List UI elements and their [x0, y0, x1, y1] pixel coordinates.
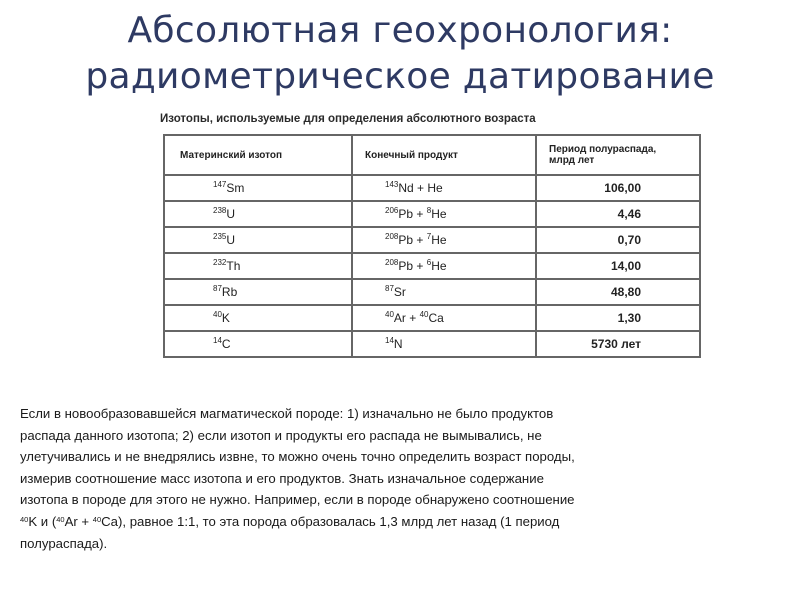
half-life-cell: 5730 лет	[536, 331, 700, 357]
plus-sign: +	[413, 259, 427, 273]
product-symbol: He	[427, 181, 443, 195]
half-life-cell: 1,30	[536, 305, 700, 331]
product-mass-number: 208	[385, 258, 399, 267]
ar-mass-number: 40	[56, 514, 65, 524]
parent-isotope-cell	[164, 175, 352, 201]
parent-symbol: Th	[226, 259, 241, 273]
table-row	[164, 227, 700, 253]
product-symbol: Nd	[398, 181, 414, 195]
header-parent-isotope: Материнский изотоп	[164, 135, 352, 175]
parent-isotope-cell	[164, 305, 352, 331]
product-mass-number: 6	[426, 258, 432, 267]
ca-rest: Ca), равное 1:1, то эта порода образовалась 1,3 млрд лет назад (1 период	[101, 513, 560, 529]
product-mass-number: 40	[385, 310, 394, 319]
paragraph-line: измерив соотношение масс изотопа и его продуктов. Знать изначальное содержание	[20, 470, 544, 486]
isotope-table	[163, 134, 701, 358]
parent-symbol: U	[226, 233, 236, 247]
table-caption: Изотопы, используемые для определения абсолютного возраста	[160, 113, 536, 125]
parent-symbol: U	[226, 207, 236, 221]
table-row	[164, 175, 700, 201]
paragraph-line: изотопа в породе для этого не нужно. Например, если в породе обнаружено соотношение	[20, 492, 575, 508]
header-end-product: Конечный продукт	[352, 135, 536, 175]
end-product-cell	[352, 175, 536, 201]
plus-sign: +	[413, 181, 428, 195]
title-line-1: Абсолютная геохронология:	[127, 10, 673, 51]
product-symbol: Pb	[398, 233, 414, 247]
parent-isotope-cell	[164, 279, 352, 305]
parent-mass-number: 235	[213, 232, 227, 241]
product-symbol: He	[431, 259, 447, 273]
parent-symbol: K	[221, 311, 230, 325]
header-half-life-line-1: Период полураспада,	[549, 144, 657, 155]
title-line-2: радиометрическое датирование	[85, 56, 715, 97]
product-mass-number: 14	[385, 336, 394, 345]
product-symbol: He	[431, 207, 447, 221]
parent-isotope-cell	[164, 253, 352, 279]
end-product-cell	[352, 279, 536, 305]
product-mass-number: 208	[385, 232, 399, 241]
ar-symbol: Ar +	[64, 513, 93, 529]
parent-isotope-cell	[164, 227, 352, 253]
table-row	[164, 201, 700, 227]
k-symbol: K и (	[28, 513, 57, 529]
product-mass-number: 143	[385, 180, 399, 189]
plus-sign: +	[405, 311, 420, 325]
slide-title	[0, 8, 800, 100]
half-life-cell: 4,46	[536, 201, 700, 227]
half-life-cell: 0,70	[536, 227, 700, 253]
product-mass-number: 40	[419, 310, 429, 319]
half-life-cell: 48,80	[536, 279, 700, 305]
parent-mass-number: 87	[213, 284, 222, 293]
half-life-cell: 14,00	[536, 253, 700, 279]
product-symbol: N	[393, 337, 403, 351]
table-header-row	[164, 135, 700, 175]
parent-mass-number: 232	[213, 258, 227, 267]
paragraph-line: Если в новообразовавшейся магматической породе: 1) изначально не было продуктов	[20, 406, 554, 421]
parent-mass-number: 147	[213, 180, 227, 189]
product-mass-number: 7	[426, 232, 432, 241]
table-row	[164, 331, 700, 357]
paragraph-line: полураспада).	[20, 535, 108, 551]
parent-mass-number: 40	[213, 310, 222, 319]
end-product-cell	[352, 253, 536, 279]
product-symbol: He	[431, 233, 447, 247]
product-mass-number: 8	[426, 206, 432, 215]
product-mass-number: 206	[385, 206, 399, 215]
header-half-life	[536, 135, 700, 175]
product-symbol: Sr	[393, 285, 406, 299]
product-symbol: Ar	[393, 311, 406, 325]
plus-sign: +	[413, 233, 427, 247]
k-mass-number: 40	[20, 514, 29, 524]
end-product-cell	[352, 305, 536, 331]
table-row	[164, 305, 700, 331]
product-mass-number: 87	[385, 284, 394, 293]
parent-mass-number: 238	[213, 206, 227, 215]
paragraph-line: улетучивались и не внедрялись извне, то можно очень точно определить возраст породы,	[20, 449, 575, 465]
half-life-cell: 106,00	[536, 175, 700, 201]
ca-mass-number: 40	[92, 514, 102, 524]
parent-mass-number: 14	[213, 336, 222, 345]
product-symbol: Ca	[428, 311, 444, 325]
end-product-cell	[352, 331, 536, 357]
parent-symbol: Rb	[221, 285, 238, 299]
paragraph-line-formula	[20, 511, 780, 533]
end-product-cell	[352, 227, 536, 253]
product-symbol: Pb	[398, 259, 414, 273]
header-half-life-line-2: млрд лет	[549, 155, 595, 166]
parent-symbol: Sm	[226, 181, 245, 195]
table-row	[164, 279, 700, 305]
product-symbol: Pb	[398, 207, 414, 221]
parent-symbol: C	[221, 337, 231, 351]
explanation-paragraph	[20, 403, 780, 554]
plus-sign: +	[413, 207, 427, 221]
paragraph-line: распада данного изотопа; 2) если изотоп и продукты его распада не вымывались, не	[20, 427, 542, 443]
parent-isotope-cell	[164, 331, 352, 357]
end-product-cell	[352, 201, 536, 227]
parent-isotope-cell	[164, 201, 352, 227]
table-row	[164, 253, 700, 279]
